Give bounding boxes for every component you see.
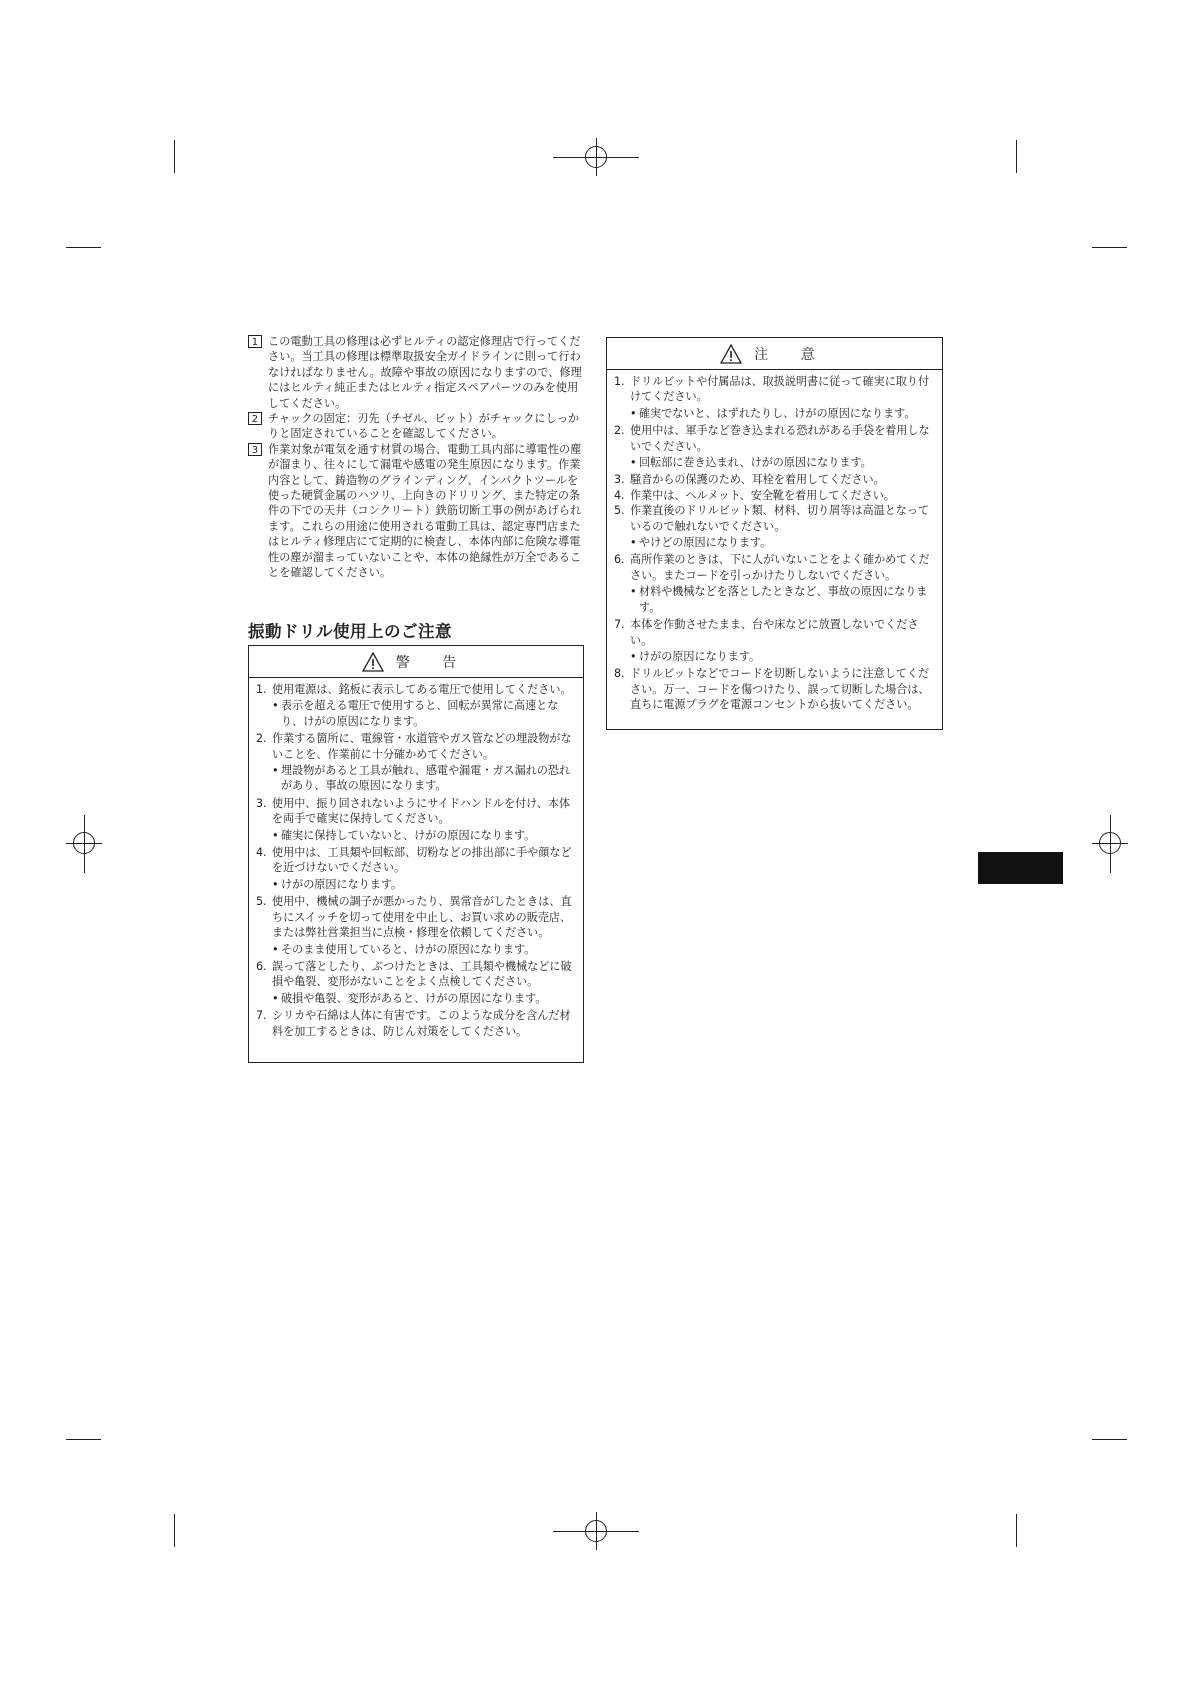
item-number: 7. [256,1009,267,1023]
warning-item-note [272,877,577,892]
caution-box [606,337,943,730]
bullet-text: 確実に保持していないと、けがの原因になります。 [281,828,536,842]
caution-item [614,472,936,487]
item-number: 1. [256,683,267,696]
warning-item [256,682,577,697]
bullet-dot: • [272,877,279,891]
item-number: 8. [614,667,625,681]
item-number: 7. [614,618,625,632]
bullet-dot: • [630,649,637,663]
bullet-dot: • [630,585,637,599]
item-text: シリカや石綿は人体に有害です。このような成分を含んだ材料を加工するときは、防じん対策をしてください。 [272,1009,571,1038]
item-text: 騒音からの保護のため、耳栓を着用してください。 [630,473,885,487]
caution-item [614,488,936,503]
bullet-dot: • [272,991,279,1005]
caution-item [614,503,936,534]
item-number: 2. [614,424,625,438]
caution-item-note [630,649,936,664]
warning-title: 警 告 [395,654,471,671]
warning-item [256,894,577,940]
note-text: この電動工具の修理は必ずヒルティの認定修理店で行ってください。当工具の修理は標準取扱安全ガイドラインに則って行わなければなりません。故障や事故の原因になりますので、修理にはヒルティ純正またはヒルティ指定スペアパーツのみを使用してください。 [268,335,582,410]
item-text: 作業中は、ヘルメット、安全靴を着用してください。 [630,488,895,502]
bullet-dot: • [272,828,279,842]
warning-triangle-icon [362,652,384,672]
item-number: 2. [256,732,267,746]
caution-title: 注 意 [754,346,829,363]
bullet-dot: • [272,942,279,956]
item-text: 高所作業のときは、下に人がいないことをよく確かめてください。またコードを引っかけたりしないでください。 [630,553,930,582]
item-text: 使用中、機械の調子が悪かったり、異常音がしたときは、直ちにスイッチを切って使用を中止し、お買い求めの販売店、または弊社営業担当に点検・修理を依頼してください。 [272,895,572,940]
warning-box [248,645,584,1063]
note-number: 2 [248,412,262,425]
note-2 [248,411,584,442]
item-number: 3. [256,796,267,810]
bullet-text: 確実でないと、はずれたりし、けがの原因になります。 [639,406,916,420]
item-text: 使用電源は、銘板に表示してある電圧で使用してください。 [272,683,572,696]
note-text: チャックの固定：刃先（チゼル、ビット）がチャックにしっかりと固定されていることを確認してください。 [268,412,580,441]
bullet-dot: • [630,406,637,420]
item-number: 4. [256,846,267,860]
bullet-dot: • [272,764,279,778]
item-number: 6. [614,553,625,567]
warning-triangle-icon [720,344,742,364]
section-title: 振動ドリル使用上のご注意 [248,622,452,641]
item-number: 3. [614,473,625,487]
note-number: 1 [248,335,262,348]
item-text: 本体を作動させたまま、台や床などに放置しないでください。 [630,618,919,647]
caution-item [614,423,936,454]
caution-item [614,666,936,712]
language-tab-marker [978,852,1063,884]
item-text: 使用中、振り回されないようにサイドハンドルを付け、本体を両手で確実に保持してください。 [272,796,571,826]
bullet-text: 回転部に巻き込まれ、けがの原因になります。 [639,456,872,470]
item-number: 1. [614,375,625,388]
item-text: ドリルビットなどでコードを切断しないように注意してください。万一、コードを傷つけたり、誤って切断した場合は、直ちに電源プラグを電源コンセントから抜いてください。 [630,667,930,712]
note-text: 作業対象が電気を通す材質の場合、電動工具内部に導電性の塵が溜まり、往々にして漏電や感電の発生原因になります。作業内容として、鋳造物のグラインディング、インパクトツールを使った硬質金属のハツリ、上向きのドリリング、また特定の条件の下での天井（コンクリート）鉄筋切断工事の例があげられます。これらの用途に使用される電動工具は、認定専門店またはヒルティ修理店にて定期的に検査し、本体内部に危険な導電性の塵が溜まっていないことや、本体の絶縁性が万全であることを確認してください。 [268,442,582,580]
caution-item-note [630,584,936,615]
bullet-dot: • [272,699,279,713]
bullet-text: やけどの原因になります。 [639,536,772,550]
numbered-notes [248,334,584,581]
item-text: 作業直後のドリルビット類、材料、切り屑等は高温となっているので触れないでください。 [630,504,930,533]
warning-item [256,731,577,762]
caution-item [614,617,936,648]
bullet-text: けがの原因になります。 [281,877,403,891]
caution-item [614,552,936,583]
item-number: 5. [614,504,625,518]
warning-item-note [272,763,577,794]
note-3 [248,442,584,581]
caution-header [607,338,942,370]
item-text: 誤って落としたり、ぶつけたときは、工具類や機械などに破損や亀裂、変形がないことをよく点検してください。 [272,959,572,989]
caution-item [614,374,936,405]
bullet-text: 埋設物があると工具が触れ、感電や漏電・ガス漏れの恐れがあり、事故の原因になります。 [281,764,571,793]
item-text: 使用中は、軍手など巻き込まれる恐れがある手袋を着用しないでください。 [630,424,930,453]
warning-item-note [272,991,577,1006]
bullet-dot: • [630,456,637,470]
item-text: ドリルビットや付属品は、取扱説明書に従って確実に取り付けてください。 [630,375,930,404]
warning-item-note [272,698,577,729]
item-number: 4. [614,488,625,502]
item-text: 作業する箇所に、電線管・水道管やガス管などの埋設物がないことを、作業前に十分確かめてください。 [272,732,572,761]
warning-item [256,959,577,990]
warning-list [249,678,583,1043]
bullet-text: けがの原因になります。 [639,649,761,663]
item-text: 使用中は、工具類や回転部、切粉などの排出部に手や顔などを近づけないでください。 [272,846,572,875]
bullet-text: 表示を超える電圧で使用すると、回転が異常に高速となり、けがの原因になります。 [281,699,559,728]
caution-item-note [630,406,936,421]
warning-header [249,646,583,678]
warning-item-note [272,942,577,957]
item-number: 6. [256,959,267,973]
caution-list [607,370,942,717]
warning-item [256,796,577,827]
note-number: 3 [248,443,262,456]
caution-item-note [630,455,936,470]
item-number: 5. [256,895,267,909]
warning-item [256,1008,577,1039]
note-1 [248,334,584,411]
bullet-text: 材料や機械などを落としたときなど、事故の原因になります。 [639,585,928,614]
caution-item-note [630,535,936,550]
bullet-text: そのまま使用していると、けがの原因になります。 [281,942,536,956]
bullet-dot: • [630,536,637,550]
bullet-text: 破損や亀裂、変形があると、けがの原因になります。 [281,991,547,1005]
warning-item-note [272,828,577,843]
warning-item [256,845,577,876]
